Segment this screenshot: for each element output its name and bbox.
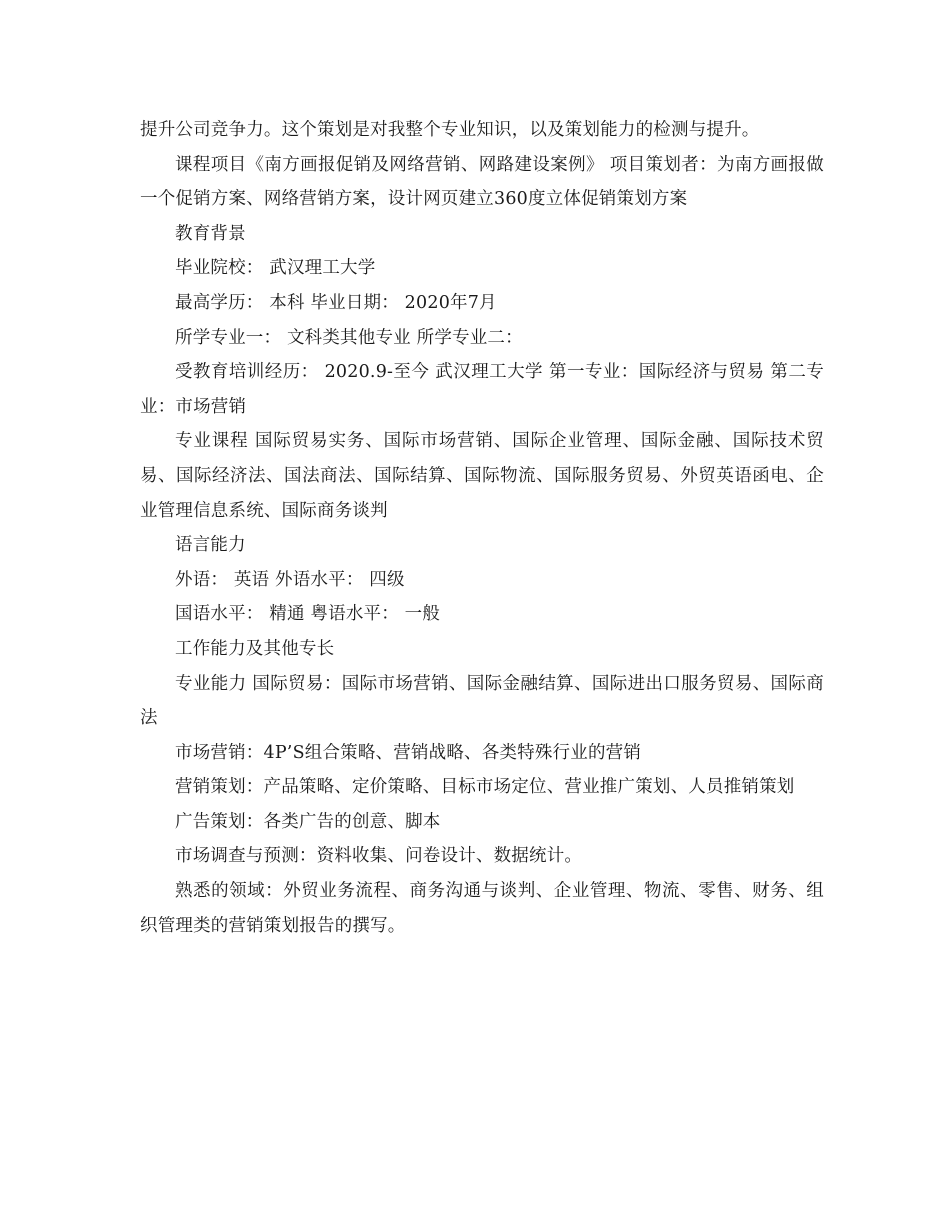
section-heading-skills: 工作能力及其他专长 bbox=[175, 638, 335, 659]
document-page bbox=[140, 113, 824, 943]
section-heading-education: 教育背景 bbox=[175, 223, 246, 244]
field-mandarin-cantonese: 国语水平： 精通 粤语水平： 一般 bbox=[175, 604, 441, 625]
field-foreign-language: 外语： 英语 外语水平： 四级 bbox=[175, 569, 405, 590]
field-training-history: 受教育培训经历： 2020.9-至今 武汉理工大学 第一专业：国际经济与贸易 第二专业：市场营销 bbox=[140, 362, 824, 417]
paragraph-continuation: 提升公司竞争力。这个策划是对我整个专业知识，以及策划能力的检测与提升。 bbox=[140, 120, 760, 140]
field-familiar-areas: 熟悉的领域：外贸业务流程、商务沟通与谈判、企业管理、物流、零售、财务、组织管理类的营销策划报告的撰写。 bbox=[140, 881, 824, 936]
field-professional-ability: 专业能力 国际贸易：国际市场营销、国际金融结算、国际进出口服务贸易、国际商法 bbox=[140, 673, 824, 729]
field-marketing: 市场营销：4P’S组合策略、营销战略、各类特殊行业的营销 bbox=[175, 742, 642, 763]
field-majors: 所学专业一： 文科类其他专业 所学专业二： bbox=[175, 327, 523, 348]
field-highest-degree: 最高学历： 本科 毕业日期： 2020年7月 bbox=[175, 292, 497, 313]
field-graduate-school: 毕业院校： 武汉理工大学 bbox=[175, 258, 376, 279]
field-advertising-planning: 广告策划：各类广告的创意、脚本 bbox=[175, 811, 441, 832]
paragraph-course-project: 课程项目《南方画报促销及网络营销、网路建设案例》 项目策划者：为南方画报做一个促销方案、网络营销方案，设计网页建立360度立体促销策划方案 bbox=[140, 154, 824, 210]
field-market-research: 市场调查与预测：资料收集、问卷设计、数据统计。 bbox=[175, 846, 583, 867]
field-courses: 专业课程 国际贸易实务、国际市场营销、国际企业管理、国际金融、国际技术贸易、国际经济法、国法商法、国际结算、国际物流、国际服务贸易、外贸英语函电、企业管理信息系统、国际商务谈判 bbox=[140, 431, 824, 521]
section-heading-language: 语言能力 bbox=[175, 535, 246, 556]
field-marketing-planning: 营销策划：产品策略、定价策略、目标市场定位、营业推广策划、人员推销策划 bbox=[175, 777, 795, 798]
